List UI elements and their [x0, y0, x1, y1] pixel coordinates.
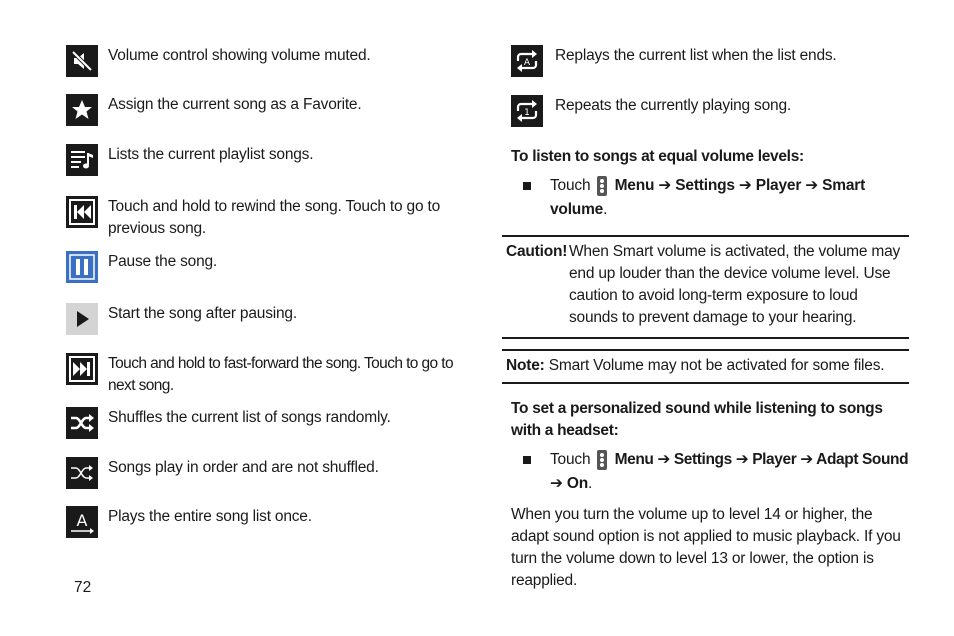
shuffle-off-text: Songs play in order and are not shuffled. — [108, 459, 379, 476]
playlist-text: Lists the current playlist songs. — [108, 146, 314, 163]
period: . — [588, 475, 593, 492]
period: . — [603, 201, 608, 218]
svg-text:1: 1 — [524, 108, 530, 118]
bullet-square — [523, 456, 531, 464]
smart-volume-heading: To listen to songs at equal volume levels: — [511, 148, 804, 165]
favorite-star-icon — [66, 94, 98, 126]
svg-text:A: A — [76, 511, 88, 530]
repeat-all-icon — [511, 45, 543, 77]
caution-text: When Smart volume is activated, the volume may end up louder than the device volume level. Use caution to avoid long-term exposure to loud sounds to prevent damage to your hearing. — [569, 243, 901, 326]
repeat-one-icon — [511, 95, 543, 127]
shuffle-off-icon — [66, 457, 98, 489]
pause-text: Pause the song. — [108, 253, 218, 270]
fast-forward-icon — [66, 353, 98, 385]
adapt-sound-heading: To set a personalized sound while listening to songs with a headset: — [511, 400, 883, 439]
play-text: Start the song after pausing. — [108, 305, 297, 322]
touch-label: Touch — [550, 177, 591, 194]
svg-text:A: A — [523, 58, 531, 68]
adapt-sound-path: Menu ➔ Settings ➔ Player ➔ Adapt Sound — [614, 451, 909, 468]
fast-forward-text: Touch and hold to fast-forward the song. Touch to go to next song. — [108, 355, 453, 394]
repeat-one-text: Repeats the currently playing song. — [555, 97, 791, 114]
caution-box — [506, 241, 910, 329]
playlist-icon — [66, 144, 98, 176]
menu-key-icon — [597, 176, 607, 196]
smart-volume-path-end: volume — [550, 201, 604, 218]
smart-volume-path: Menu ➔ Settings ➔ Player ➔ Smart — [614, 177, 866, 194]
play-once-text: Plays the entire song list once. — [108, 508, 312, 525]
shuffle-on-text: Shuffles the current list of songs randomly. — [108, 409, 391, 426]
adapt-sound-step — [523, 448, 913, 496]
rewind-icon — [66, 196, 98, 228]
volume-muted-icon — [66, 45, 98, 77]
repeat-all-text: Replays the current list when the list ends. — [555, 47, 837, 64]
touch-label: Touch — [550, 451, 591, 468]
adapt-sound-body: When you turn the volume up to level 14 or higher, the adapt sound option is not applied to music playback. If you turn the volume down to level 13 or lower, the option is reapplied. — [511, 506, 901, 589]
favorite-text: Assign the current song as a Favorite. — [108, 96, 362, 113]
adapt-sound-path-end: ➔ On — [550, 475, 589, 492]
smart-volume-step — [523, 174, 913, 222]
bullet-square — [523, 182, 531, 190]
note-box — [506, 355, 910, 377]
shuffle-on-icon — [66, 407, 98, 439]
pause-icon — [66, 251, 98, 283]
play-icon — [66, 303, 98, 335]
page-number: 72 — [74, 579, 92, 596]
menu-key-icon — [597, 450, 607, 470]
caution-label: Caution! — [506, 243, 568, 260]
caution-top-rule — [502, 235, 909, 237]
caution-bottom-rule — [502, 337, 909, 339]
note-top-rule — [502, 349, 909, 351]
note-label: Note: — [506, 357, 545, 374]
rewind-text: Touch and hold to rewind the song. Touch to go to previous song. — [108, 198, 441, 237]
note-bottom-rule — [502, 382, 909, 384]
note-text: Smart Volume may not be activated for some files. — [548, 357, 885, 374]
play-once-icon — [66, 506, 98, 538]
volume-muted-text: Volume control showing volume muted. — [108, 47, 371, 64]
